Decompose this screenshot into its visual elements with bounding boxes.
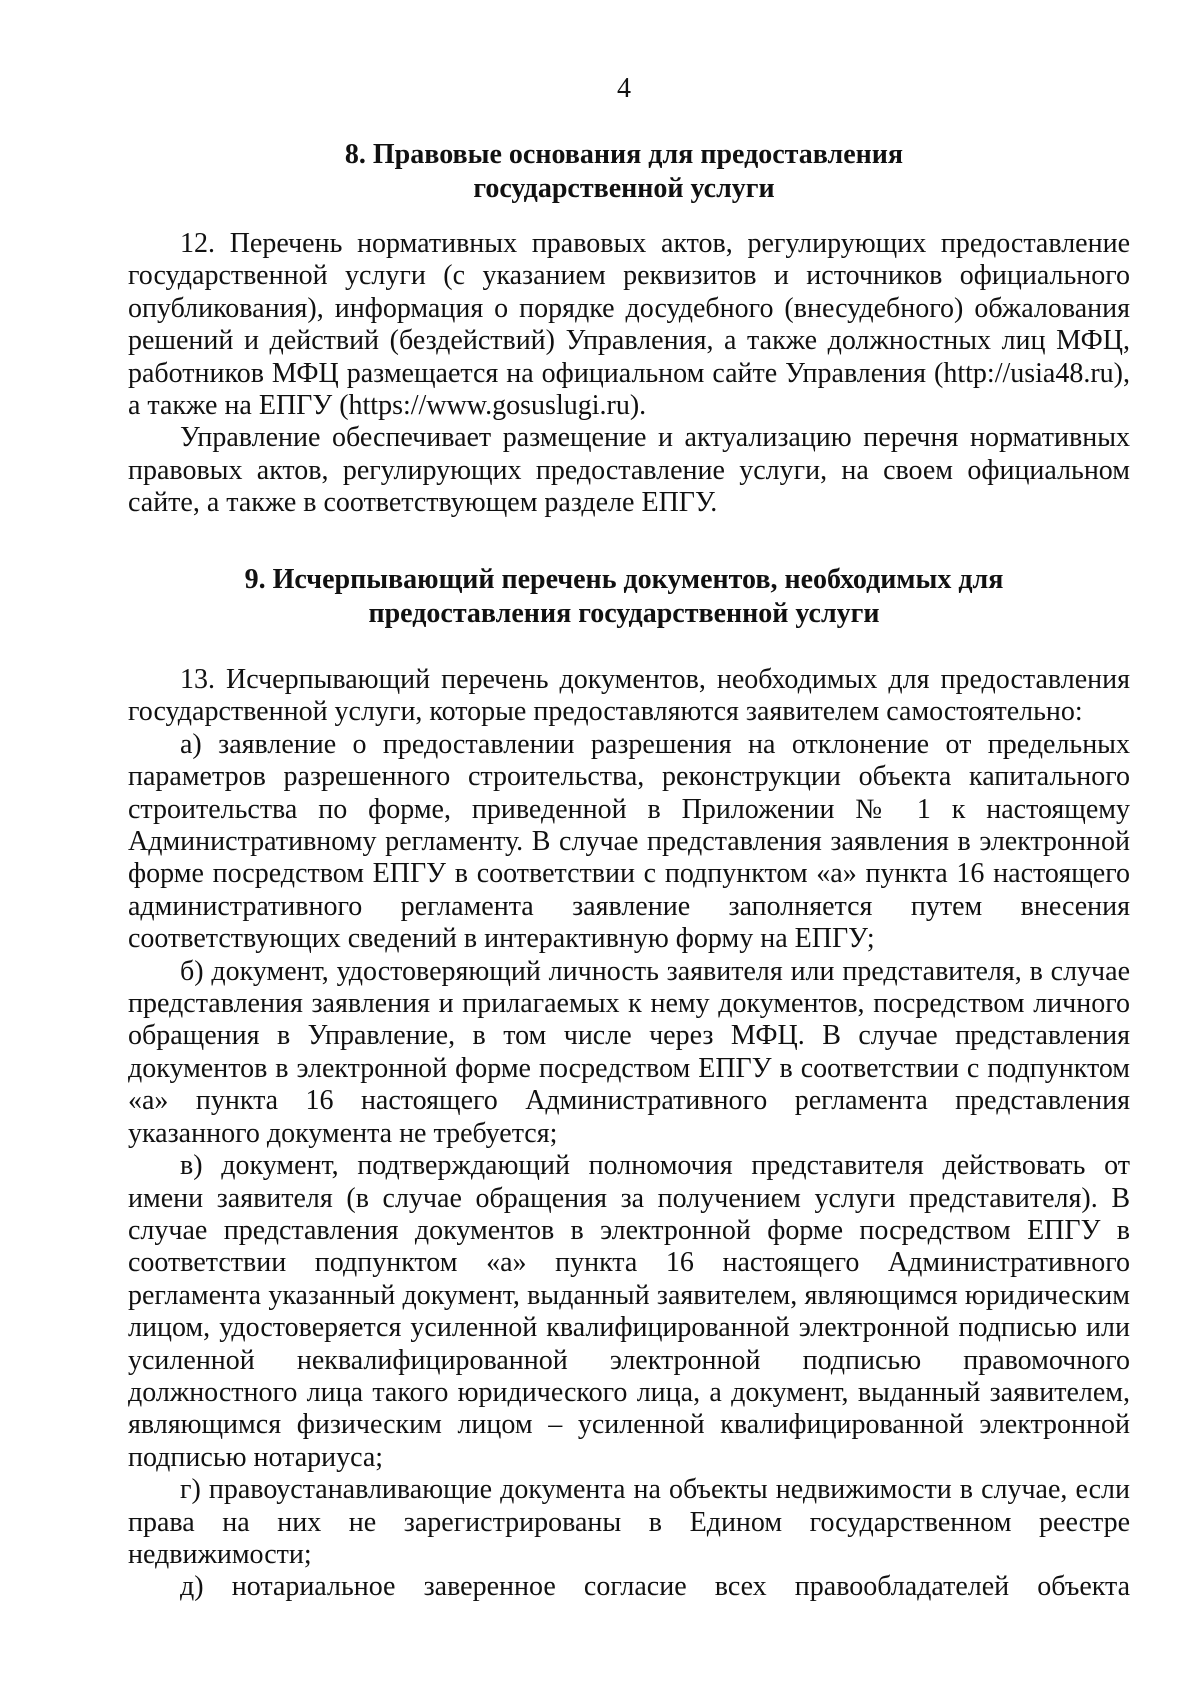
page-number: 4 [617,73,631,104]
list-item-d: д) нотариальное заверенное согласие всех правообладателей объекта [180,1571,1130,1603]
section-8-heading-line2: государственной услуги [473,173,775,204]
paragraph-12-continued: Управление обеспечивает размещение и актуализацию перечня нормативных правовых актов, регулирующих предоставление услуги, на своем официальном сайте, а также в соответствующем разделе ЕПГУ. [128,422,1130,519]
section-9-body [128,664,1130,1604]
section-8-body [128,228,1130,520]
section-9-heading-line1: 9. Исчерпывающий перечень документов, необходимых для [244,564,1004,595]
list-item-a: а) заявление о предоставлении разрешения на отклонение от предельных параметров разрешенного строительства, реконструкции объекта капитального строительства по форме, приведенной в Приложении № 1 к настоящему Административному регламенту. В случае представления заявления в электронной форме посредством ЕПГУ в соответствии с подпунктом «а» пункта 16 настоящего административного регламента заявление заполняется путем внесения соответствующих сведений в интерактивную форму на ЕПГУ; [128,728,1130,955]
list-item-b: б) документ, удостоверяющий личность заявителя или представителя, в случае представления заявления и прилагаемых к нему документов, посредством личного обращения в Управление, в том числе через МФЦ. В случае представления документов в электронной форме посредством ЕПГУ в соответствии с подпунктом «а» пункта 16 настоящего Административного регламента представления указанного документа не требуется; [128,955,1130,1149]
list-item-v: в) документ, подтверждающий полномочия представителя действовать от имени заявителя (в случае обращения за получением услуги представителя). В случае представления документов в электронной форме посредством ЕПГУ в соответствии подпунктом «а» пункта 16 настоящего Административного регламента указанный документ, выданный заявителем, являющимся юридическим лицом, удостоверяется усиленной квалифицированной электронной подписью или усиленной неквалифицированной электронной подписью правомочного должностного лица такого юридического лица, а документ, выданный заявителем, являющимся физическим лицом – усиленной квалифицированной электронной подписью нотариуса; [128,1150,1130,1473]
paragraph-13: 13. Исчерпывающий перечень документов, необходимых для предоставления государственной услуги, которые предоставляются заявителем самостоятельно: [128,664,1130,728]
section-9-heading-line2: предоставления государственной услуги [368,598,880,629]
paragraph-12: 12. Перечень нормативных правовых актов, регулирующих предоставление государственной услуги (с указанием реквизитов и источников официального опубликования), информация о порядке досудебного (внесудебного) обжалования решений и действий (бездействий) Управления, а также должностных лиц МФЦ, работников МФЦ размещается на официальном сайте Управления (http://usia48.ru), а также на ЕПГУ (https://www.gosuslugi.ru). [128,228,1130,422]
section-9-heading [0,563,1200,631]
list-item-g: г) правоустанавливающие документа на объекты недвижимости в случае, если права на них не зарегистрированы в Едином государственном реестре недвижимости; [128,1474,1130,1570]
section-8-heading [0,138,1200,206]
section-8-heading-line1: 8. Правовые основания для предоставления [344,139,904,170]
